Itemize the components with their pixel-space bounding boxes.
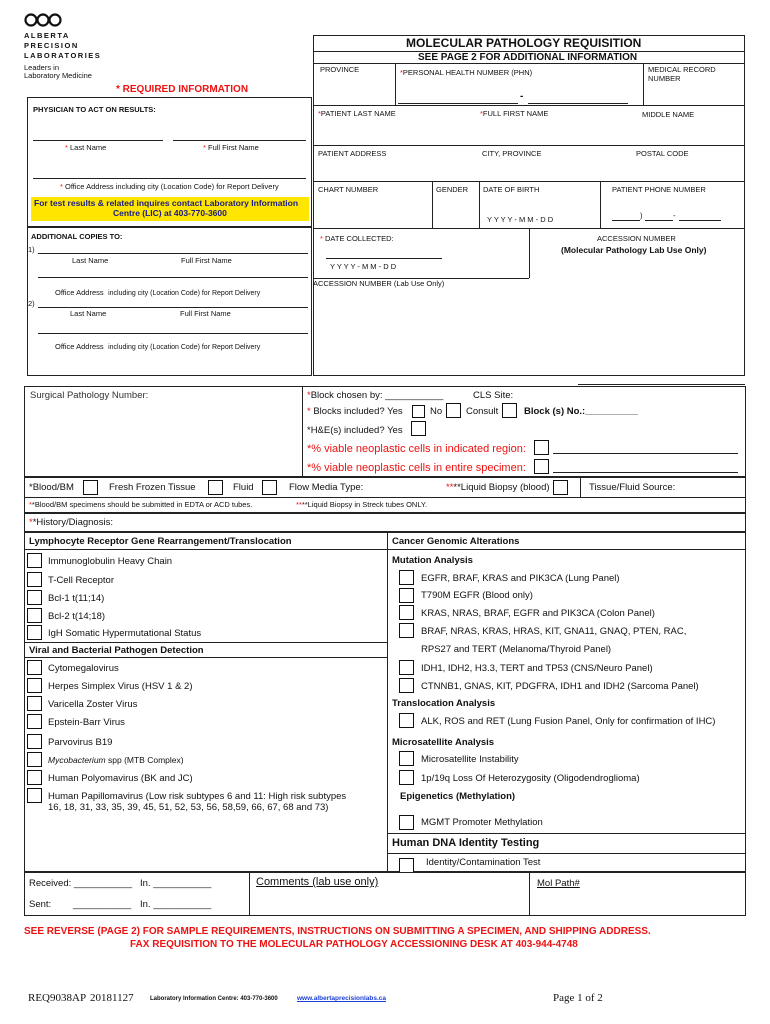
dob-label: DATE OF BIRTH [483, 185, 540, 194]
cmv-checkbox[interactable] [27, 660, 42, 675]
mgmt-checkbox[interactable] [399, 815, 414, 830]
physician-first-name-input[interactable] [173, 140, 306, 141]
sent-label: Sent: [29, 899, 52, 910]
identity-test-checkbox[interactable] [399, 858, 414, 873]
copy-1-office-label: Office Address including city (Location Code) for Report Delivery [55, 288, 261, 297]
ig-heavy-chain-label: Immunoglobulin Heavy Chain [48, 556, 173, 567]
phone-label: PATIENT PHONE NUMBER [612, 185, 706, 194]
page-number: Page 1 of 2 [553, 992, 603, 1004]
org-name-line1: ALBERTA [24, 31, 70, 40]
msi-label: Microsatellite Instability [421, 754, 519, 765]
blocks-yes-checkbox[interactable] [412, 405, 425, 418]
flow-media-label: Flow Media Type: [289, 482, 364, 493]
physician-office-label: * Office Address including city (Location Code) for Report Delivery [60, 182, 279, 191]
blood-bm-checkbox[interactable] [83, 480, 98, 495]
t-cell-receptor-label: T-Cell Receptor [48, 575, 114, 586]
loh-label: 1p/19q Loss Of Heterozygosity (Oligodendroglioma) [421, 773, 640, 784]
ebv-label: Epstein-Barr Virus [48, 717, 125, 728]
footer-notice-line1: SEE REVERSE (PAGE 2) FOR SAMPLE REQUIREMENTS, INSTRUCTIONS ON SUBMITTING A SPECIMEN, AND SHIPPING ADDRESS. [24, 926, 651, 937]
hpv-checkbox[interactable] [27, 788, 42, 803]
cancer-heading: Cancer Genomic Alterations [392, 536, 520, 547]
block-no-label: Block (s) No.:__________ [524, 406, 639, 417]
patient-section-frame [313, 35, 745, 376]
dna-heading: Human DNA Identity Testing [392, 837, 540, 849]
physician-office-input[interactable] [33, 178, 306, 179]
lic-notice-line1: For test results & related inquires contact Laboratory Information [34, 198, 299, 208]
viable-indicated-input[interactable] [553, 453, 738, 454]
cls-site-label: CLS Site: [473, 390, 514, 401]
copy-1-num: 1) [28, 245, 35, 254]
lung-fusion-label: ALK, ROS and RET (Lung Fusion Panel, Only for confirmation of IHC) [421, 716, 716, 727]
patient-middle-name-label: MIDDLE NAME [642, 110, 695, 119]
hsv-label: Herpes Simplex Virus (HSV 1 & 2) [48, 681, 193, 692]
phone-input[interactable]: ) - [612, 212, 722, 222]
mycobacterium-label: Mycobacterium spp (MTB Complex) [48, 755, 184, 765]
liquid-biopsy-label: ****Liquid Biopsy (blood) [446, 482, 550, 493]
date-collected-input[interactable] [326, 258, 442, 259]
hpv-label-line2: 16, 18, 31, 33, 35, 39, 45, 51, 52, 53, 56, 58,59, 66, 67, 68 and 73) [48, 802, 329, 813]
he-yes-checkbox[interactable] [411, 421, 426, 436]
phn-input[interactable]: - [398, 90, 634, 104]
fluid-checkbox[interactable] [262, 480, 277, 495]
lung-panel-checkbox[interactable] [399, 570, 414, 585]
history-frame [24, 513, 746, 532]
additional-copies-box [27, 227, 312, 376]
province-label: PROVINCE [320, 65, 360, 74]
vzv-label: Varicella Zoster Virus [48, 699, 138, 710]
cns-panel-checkbox[interactable] [399, 660, 414, 675]
liquid-biopsy-checkbox[interactable] [553, 480, 568, 495]
streck-note: ****Liquid Biopsy in Streck tubes ONLY. [296, 500, 428, 509]
received-label: Received: ___________ [29, 878, 133, 889]
patient-postal-label: POSTAL CODE [636, 149, 689, 158]
accession-note: (Molecular Pathology Lab Use Only) [561, 245, 707, 255]
date-collected-label: * DATE COLLECTED: [320, 234, 394, 243]
surgical-number-label: Surgical Pathology Number: [30, 390, 149, 401]
website-link[interactable]: www.albertaprecisionlabs.ca [297, 995, 386, 1002]
cns-panel-label: IDH1, IDH2, H3.3, TERT and TP53 (CNS/Neuro Panel) [421, 663, 653, 674]
copy-2-first-name: Full First Name [180, 309, 231, 318]
cmv-label: Cytomegalovirus [48, 663, 119, 674]
blocks-no-checkbox[interactable] [446, 403, 461, 418]
polyomavirus-label: Human Polyomavirus (BK and JC) [48, 773, 193, 784]
form-subtitle: SEE PAGE 2 FOR ADDITIONAL INFORMATION [418, 52, 638, 63]
mol-path-label: Mol Path# [537, 878, 580, 889]
copy-2-num: 2) [28, 299, 35, 308]
igh-somatic-checkbox[interactable] [27, 625, 42, 640]
parvovirus-checkbox[interactable] [27, 734, 42, 749]
additional-copies-heading: ADDITIONAL COPIES TO: [31, 232, 123, 241]
mutation-heading: Mutation Analysis [392, 555, 473, 566]
form-title: MOLECULAR PATHOLOGY REQUISITION [406, 36, 642, 50]
consult-checkbox[interactable] [502, 403, 517, 418]
ebv-checkbox[interactable] [27, 714, 42, 729]
info-centre: Laboratory Information Centre: 403-770-3600 [150, 996, 278, 1002]
bcl2-label: Bcl-2 t(14;18) [48, 611, 106, 622]
physician-first-name-label: * Full First Name [203, 143, 259, 152]
hpv-label-line1: Human Papillomavirus (Low risk subtypes 6 and 11: High risk subtypes [48, 791, 347, 802]
viable-entire-checkbox[interactable] [534, 459, 549, 474]
mrn-label: MEDICAL RECORD [648, 65, 716, 74]
bcl2-checkbox[interactable] [27, 608, 42, 623]
colon-panel-label: KRAS, NRAS, BRAF, EGFR and PIK3CA (Colon Panel) [421, 608, 655, 619]
blocks-no-label: No [430, 406, 443, 417]
copy-2-name-input[interactable] [38, 307, 308, 308]
form-date: 20181127 [90, 992, 134, 1004]
accession-label: ACCESSION NUMBER [597, 234, 676, 243]
sent-blank: ___________ [73, 899, 132, 910]
mrn-label-2: NUMBER [648, 74, 681, 83]
copy-1-first-name: Full First Name [181, 256, 232, 265]
epigenetics-heading: Epigenetics (Methylation) [400, 791, 516, 802]
phn-label: *PERSONAL HEALTH NUMBER (PHN) [400, 68, 533, 77]
gender-label: GENDER [436, 185, 469, 194]
copy-1-last-name: Last Name [72, 256, 109, 265]
ig-heavy-chain-checkbox[interactable] [27, 553, 42, 568]
viable-entire-input[interactable] [553, 472, 738, 473]
copy-2-office-label: Office Address including city (Location Code) for Report Delivery [55, 342, 261, 351]
fluid-label: Fluid [233, 482, 254, 493]
copy-2-office-input[interactable] [38, 333, 308, 334]
melanoma-panel-label: BRAF, NRAS, KRAS, HRAS, KIT, GNA11, GNAQ, PTEN, RAC, [421, 626, 687, 637]
logo-rings-icon [24, 12, 64, 30]
viable-indicated-label: *% viable neoplastic cells in indicated region: [307, 443, 526, 455]
copy-2-last-name: Last Name [70, 309, 107, 318]
history-label: **History/Diagnosis: [29, 517, 113, 528]
he-included-label: *H&E(s) included? Yes [307, 425, 403, 436]
physician-last-name-input[interactable] [33, 140, 163, 141]
org-name-line2: PRECISION [24, 41, 79, 50]
fresh-frozen-label: Fresh Frozen Tissue [109, 482, 196, 493]
edta-note: **Blood/BM specimens should be submitted in EDTA or ACD tubes. [29, 500, 253, 509]
physician-last-name-label: * Last Name [65, 143, 107, 152]
physician-heading: PHYSICIAN TO ACT ON RESULTS: [33, 105, 156, 114]
date-collected-format: Y Y Y Y - M M - D D [330, 262, 397, 271]
lic-notice-line2: Centre (LIC) at 403-770-3600 [113, 208, 227, 218]
chart-number-label: CHART NUMBER [318, 185, 379, 194]
patient-last-name-label: *PATIENT LAST NAME [318, 109, 396, 118]
org-name-line3: LABORATORIES [24, 51, 102, 60]
patient-address-label: PATIENT ADDRESS [318, 149, 387, 158]
polyomavirus-checkbox[interactable] [27, 770, 42, 785]
melanoma-panel-label-2: RPS27 and TERT (Melanoma/Thyroid Panel) [421, 644, 612, 655]
mycobacterium-checkbox[interactable] [27, 752, 42, 767]
patient-city-label: CITY, PROVINCE [482, 149, 542, 158]
patient-first-name-label: *FULL FIRST NAME [480, 109, 549, 118]
sarcoma-panel-label: CTNNB1, GNAS, KIT, PDGFRA, IDH1 and IDH2 (Sarcoma Panel) [421, 681, 699, 692]
viable-indicated-checkbox[interactable] [534, 440, 549, 455]
block-chosen-label: *Block chosen by: ___________ [307, 390, 444, 401]
melanoma-panel-checkbox[interactable] [399, 623, 414, 638]
t790m-label: T790M EGFR (Blood only) [421, 590, 533, 601]
copy-1-name-input[interactable] [38, 253, 308, 254]
t790m-checkbox[interactable] [399, 588, 414, 603]
received-in-label: In. ___________ [140, 878, 212, 889]
colon-panel-checkbox[interactable] [399, 605, 414, 620]
lymph-heading: Lymphocyte Receptor Gene Rearrangement/Translocation [29, 536, 292, 547]
t-cell-receptor-checkbox[interactable] [27, 572, 42, 587]
viable-entire-label: *% viable neoplastic cells in entire specimen: [307, 462, 526, 474]
accession-lab-use-label: ACCESSION NUMBER (Lab Use Only) [313, 279, 445, 288]
sent-in-label: In. ___________ [140, 899, 212, 910]
lung-panel-label: EGFR, BRAF, KRAS and PIK3CA (Lung Panel) [421, 573, 620, 584]
tissue-source-label: Tissue/Fluid Source: [589, 482, 676, 493]
tagline-1: Leaders in [24, 63, 60, 72]
bcl1-checkbox[interactable] [27, 590, 42, 605]
micro-heading: Microsatellite Analysis [392, 737, 495, 748]
vzv-checkbox[interactable] [27, 696, 42, 711]
viral-heading: Viral and Bacterial Pathogen Detection [29, 645, 204, 656]
copy-1-office-input[interactable] [38, 277, 308, 278]
lung-fusion-checkbox[interactable] [399, 713, 414, 728]
tagline-2: Laboratory Medicine [24, 71, 92, 80]
identity-test-label: Identity/Contamination Test [426, 857, 541, 868]
bcl1-label: Bcl-1 t(11;14) [48, 593, 105, 604]
mgmt-label: MGMT Promoter Methylation [421, 817, 543, 828]
form-code: REQ9038AP [28, 992, 87, 1004]
comments-label: Comments (lab use only) [256, 876, 379, 888]
translocation-heading: Translocation Analysis [392, 698, 496, 709]
footer-notice-line2: FAX REQUISITION TO THE MOLECULAR PATHOLOGY ACCESSIONING DESK AT 403-944-4748 [130, 939, 578, 950]
required-info: * REQUIRED INFORMATION [116, 84, 249, 95]
blood-bm-label: *Blood/BM [29, 482, 74, 493]
parvovirus-label: Parvovirus B19 [48, 737, 113, 748]
blocks-included-label: * Blocks included? Yes [307, 406, 403, 417]
loh-checkbox[interactable] [399, 770, 414, 785]
lab-use-frame [24, 872, 746, 916]
sarcoma-panel-checkbox[interactable] [399, 678, 414, 693]
msi-checkbox[interactable] [399, 751, 414, 766]
hsv-checkbox[interactable] [27, 678, 42, 693]
consult-label: Consult [466, 406, 499, 417]
fresh-frozen-checkbox[interactable] [208, 480, 223, 495]
igh-somatic-label: IgH Somatic Hypermutational Status [48, 628, 202, 639]
dob-format: Y Y Y Y - M M - D D [487, 215, 554, 224]
